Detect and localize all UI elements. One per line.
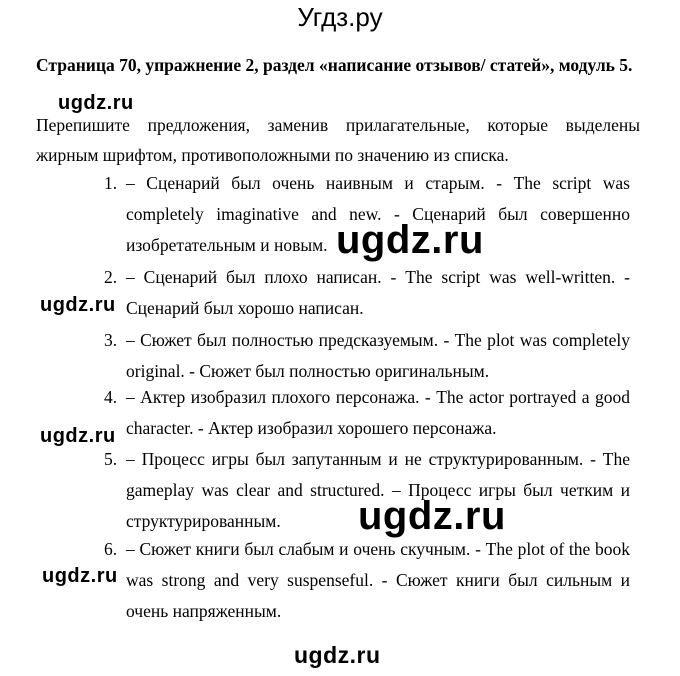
- watermark: ugdz.ru: [40, 294, 116, 316]
- watermark: ugdz.ru: [42, 565, 118, 587]
- item-text: – Сюжет книги был слабым и очень скучным. - The plot of the book was strong and very suspenseful. - Сюжет книги был сильным и очень напряженным.: [126, 539, 630, 621]
- site-title: Угдз.ру: [297, 2, 383, 32]
- item-number: 5.: [104, 449, 118, 469]
- item-text: – Сценарий был очень наивным и старым. - The script was completely imaginative and new. - Сценарий был совершенно изобретательным и новым.: [126, 173, 630, 255]
- item-text: – Сюжет был полностью предсказуемым. - The plot was completely original. - Сюжет был полностью оригинальным.: [126, 330, 630, 381]
- exercise-heading: Страница 70, упражнение 2, раздел «написание отзывов/ статей», модуль 5.: [36, 55, 633, 75]
- item-number: 6.: [104, 539, 118, 559]
- exercise-instructions: Перепишите предложения, заменив прилагательные, которые выделены жирным шрифтом, противоположными по значению из списка.: [36, 115, 640, 165]
- item-number: 2.: [104, 267, 118, 287]
- item-text: – Актер изобразил плохого персонажа. - The actor portrayed a good character. - Актер изобразил хорошего персонажа.: [126, 387, 630, 438]
- watermark: ugdz.ru: [58, 92, 134, 114]
- watermark: ugdz.ru: [40, 425, 116, 447]
- item-text: – Процесс игры был запутанным и не структурированным. - The gameplay was clear and structured. – Процесс игры был четким и структурированным.: [126, 449, 630, 531]
- item-number: 4.: [104, 387, 118, 407]
- item-number: 3.: [104, 330, 118, 350]
- item-number: 1.: [104, 173, 118, 193]
- watermark: ugdz.ru: [358, 494, 506, 538]
- watermark: ugdz.ru: [336, 218, 484, 262]
- item-text: – Сценарий был плохо написан. - The script was well-written. - Сценарий был хорошо написан.: [126, 267, 630, 318]
- footer-watermark: ugdz.ru: [294, 642, 381, 668]
